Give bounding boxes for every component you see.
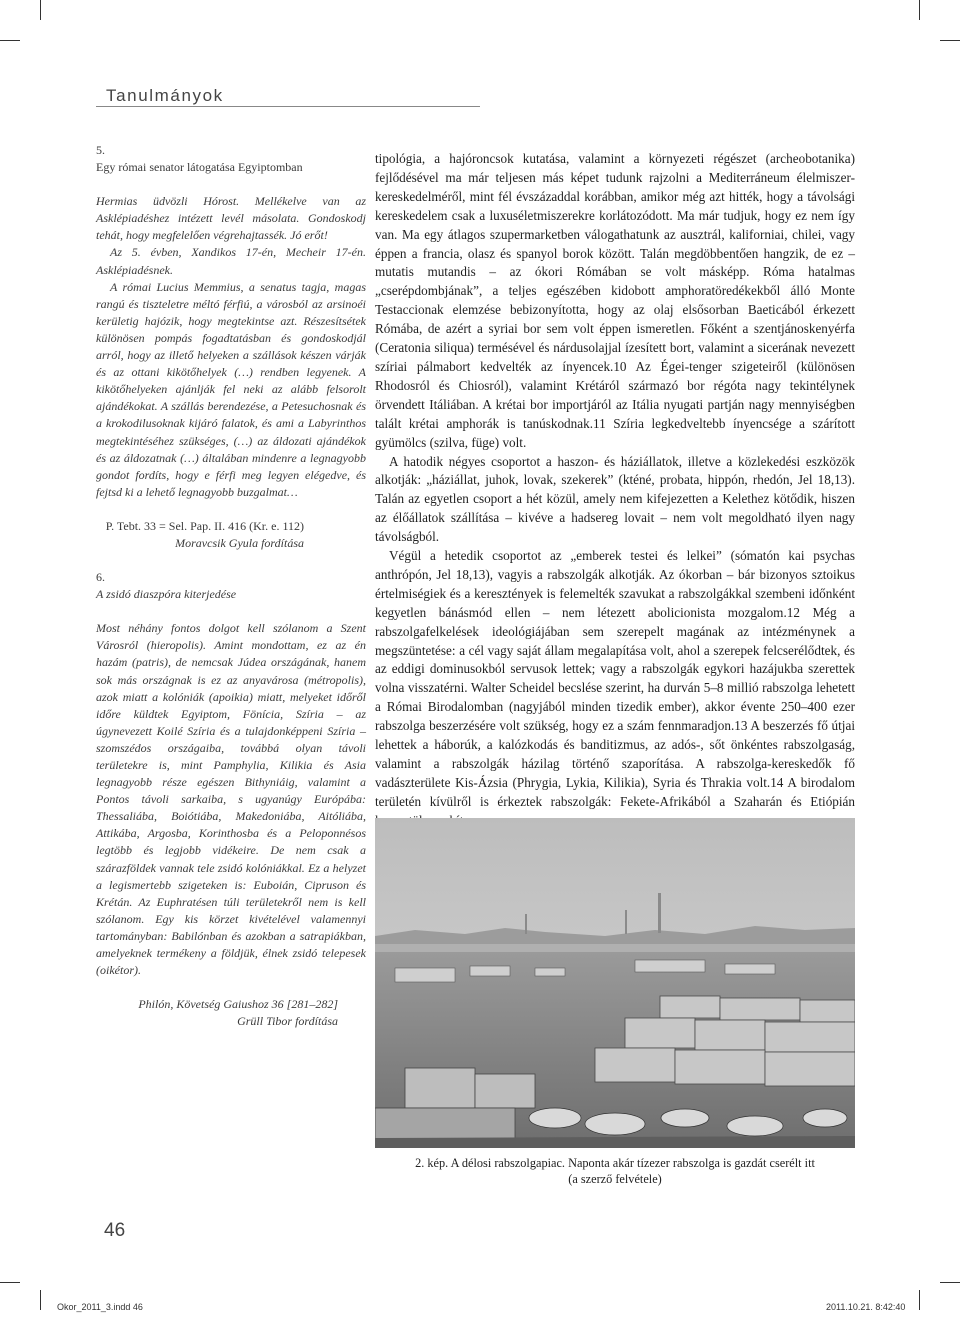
delos-ruins-photo <box>375 818 855 1148</box>
figure-caption <box>375 1155 855 1187</box>
section-5-title: Egy római senator látogatása Egyiptomban <box>96 160 303 175</box>
right-column-body <box>375 150 855 831</box>
body-paragraph: tipológia, a hajóroncsok kutatása, valamint a környezeti régészet (archeobotanika) fejlődésével ma már teljesen más képet tudunk rajzolni a Mediterráneum élelmiszer-kereskedelméről, mint fél évszázaddal korábban, amikor még azt hitték, hogy a távolsági kereskedelem csak a luxuséletmiszerekre korlátozódott. Ma már tudjuk, hogy ez nem így van. Ma egy átlagos szupermarketben válogathatunk az ausztrál, kaliforniai, chilei, vagy éppen a francia, olasz és spanyol borok között. Talán megdöbbentően hangzik, de ez – mutatis mutandis – az ókori Rómában se volt másképp. Róma hatalmas „cserépdombjának”, a teljes egészében kidobott amphoratöredékekből álló Monte Testaccionak elemzése bebizonyította, hogy az olaj elsősorban Baeticából érkezett Rómába, de azért a syriai bor sem volt éppen ismeretlen. Főként a szentjánoskenyérfa (Ceratonia siliqua) termésével és nárdusolajjal ízesített bort, valamint a sicerának nevezett szíriai pálmabort kedvelték az ínyencek.10 Az Égei-tenger szigeteiről (különösen Rhodosról és Chiosról), valamint Krétáról származó bor régóta nagy tekintélynek örvendett Itáliában. A krétai bor importjáról az Itália nyugati partján nagy mennyiségben talált krétai amphorák is tanúskodnak.11 Szíria legkedveltebb ínyencsége a szárított gyümölcs (szilva, füge) volt. <box>375 151 855 450</box>
crop-mark <box>40 1290 41 1310</box>
caption-line: 2. kép. A délosi rabszolgapiac. Naponta akár tízezer rabszolga is gazdát cserélt itt <box>415 1156 815 1170</box>
caption-line: (a szerző felvétele) <box>568 1172 662 1186</box>
footer-filename: Okor_2011_3.indd 46 <box>57 1302 143 1312</box>
crop-mark <box>0 1282 20 1283</box>
section-5-number: 5. <box>96 143 105 157</box>
header-rule <box>96 106 480 107</box>
body-paragraph: Végül a hetedik csoportot az „emberek testei és lelkei” (sómatón kai psychas anthrópón, Jel 18,13), vagyis a rabszolgák alkotják. Az ókorban – bár bizonyos sztoikus értelmiségiek és a keresztények is felemelték szavukat a rabszolgákkal szembeni időnként kegyetlen bánásmód ellen – nem létezett abolicionista mozgalom.12 Még a rabszolgafelkelések ideológiájában sem szerepelt magának az intézménynek a megszüntetése: a cél vagy saját állam megalapítása volt, ahol a szerepek felcserélődtek, és az eddigi dominusokból servusok lettek; vagy a rabszolgák egykori hazájukba szerettek volna visszatérni. Walter Scheidel becslése szerint, ha durván 5–8 millió rabszolga lehetett a Római Birodalomban (nagyjából minden tizedik ember), akkor évente 250–400 ezer rabszolga beszerzésére volt szükség, hogy ez a szám fennmaradjon.13 A beszerzés fő útjai lehettek a háborúk, a kalózkodás és banditizmus, az adós-, sőt önkéntes rabszolgaság, valamint a rabszolgák házilag történő szaporítása. A rabszolga-kereskedők fő vadászterülete Kis-Ázsia (Phrygia, Lykia, Kilikia), Syria és Thrakia volt.14 A birodalom területén kívülről is érkeztek rabszolgák: Fekete-Afrikából a Szaharán és Etiópián <box>375 548 855 809</box>
section-5-paragraph: Hermias üdvözli Hórost. Mellékelve van az Asklépiadéshez intézett levél másolata. Gondoskodj tehát, hogy megfelelően végrehajtassék. Jó erőt! <box>96 194 366 243</box>
crop-mark <box>0 40 20 41</box>
section-5-translator: Moravcsik Gyula fordítása <box>175 535 304 550</box>
section-5-source: P. Tebt. 33 = Sel. Pap. II. 416 (Kr. e. 112) <box>105 518 304 533</box>
footer-timestamp: 2011.10.21. 8:42:40 <box>826 1302 906 1312</box>
body-paragraph: A hatodik négyes csoportot a haszon- és háziállatok, illetve a közlekedési eszközök alkotják: „háziállat, juhok, lovak, szekerek” (kténé, probata, hippón, rhedón, Jel 18,13). Talán az egyetlen csoport a hét közül, amely nem kifejezetten a Kelethez kötődik, hiszen az élőállatok szállítása – kivéve a hadsereg lovait – nem volt megoldható ilyen nagy távolságból. <box>375 453 855 545</box>
crop-mark <box>919 0 920 20</box>
crop-mark <box>40 0 41 20</box>
section-6-paragraph: Most néhány fontos dolgot kell szólanom a Szent Városról (hieropolis). Amint mondottam, ez az én hazám (patris), de nemcsak Júdea országának, hanem sok más országnak is ez az anyavárosa (métropolis), azok miatt a kolóniák (apoikia) miatt, melyeket időről időre küldtek Egyiptom, Fönícia, Szíria – az úgynevezett Koilé Szíria és a tulajdonképpeni Szíria – szomszédos országaiba, továbbá olyan távoli területekre is, mint Pamphylia, Kilikia és Asia legnagyobb része egészen Bithyniáig, valamint a Pontos távoli sarkaiba, s ugyanúgy Európába: Thessaliába, Boiótiába, Makedoniába, Aitóliába, Attikába, Argosba, Korinthosba és a Peloponnésos legtöbb és legjobb vidékeire. De nem csak a szárazföldek vannak tele zsidó kolóniákkal. Ez a helyzet a legismertebb szigeteken is: Euboián, Cipruson és Krétán. Az Euphratésen túli területekről nem is kell szólanom. Egy kis körzet kivételével valamennyi tartományban: Babilónban és azokban a satrapiákban, amelyeknek termékeny a földjük, élnek zsidó telepesek (oikétor). <box>96 621 366 978</box>
section-5-paragraph: A római Lucius Memmius, a senatus tagja, magas rangú és tiszteletre méltó férfiú, a városból az arsinoéi kerületig hajózik, hogy megtekintse azt. Részesítsétek különösen pompás fogadtatásban és gondoskodjál arról, hogy az illető helyeken a szállások készen várják és az ottani kikötőhelyek (…) rendben legyenek. A kikötőhelyeken ajánlják fel neki az alább felsorolt ajándékokat. A szállás berendezése, a Petesuchosnak és a krokodilusoknak kijáró falatok, és ami a Labyrinthos megtekintéséhez szükséges, (…) az áldozati ajándékok és az áldozatnak (…) általában mindenre a legnagyobb gondot fordíts, hogy e férfi meg legyen elégedve, és fejtsd ki a lehető legnagyobb buzgalmat… <box>96 279 366 499</box>
section-6-number: 6. <box>96 570 105 585</box>
page-number: 46 <box>104 1220 126 1241</box>
section-6-title: A zsidó diaszpóra kiterjedése <box>96 587 237 602</box>
running-header: Tanulmányok <box>106 86 224 105</box>
crop-mark <box>919 1290 920 1310</box>
section-6-translator: Grüll Tibor fordítása <box>237 1014 338 1029</box>
left-column-sources <box>96 142 366 1030</box>
section-6-source: Philón, Követség Gaiushoz 36 [281–282] <box>138 997 338 1012</box>
section-5-paragraph: Az 5. évben, Xandikos 17-én, Mecheir 17-én. Asklépiadésnek. <box>96 245 366 277</box>
crop-mark <box>940 1282 960 1283</box>
crop-mark <box>940 40 960 41</box>
photo-illustration <box>375 818 855 1148</box>
